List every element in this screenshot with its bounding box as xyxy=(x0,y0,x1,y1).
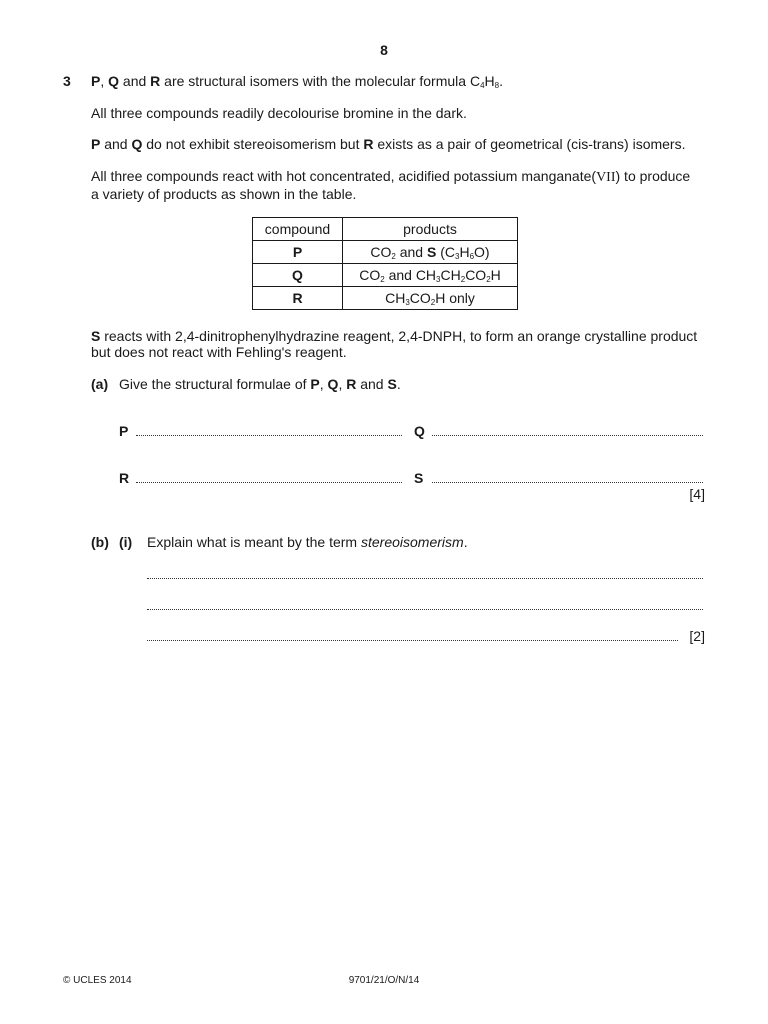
answer-line-b1[interactable] xyxy=(147,578,703,579)
table-row xyxy=(253,287,518,310)
question-number: 3 xyxy=(63,73,71,89)
products-table xyxy=(252,217,518,310)
table-header-row xyxy=(253,218,518,241)
header-products: products xyxy=(343,218,518,241)
compound-cell: R xyxy=(253,287,343,310)
answer-line-b3[interactable] xyxy=(147,640,678,641)
decolourise-statement: All three compounds readily decolourise bromine in the dark. xyxy=(91,105,467,121)
header-compound: compound xyxy=(253,218,343,241)
answer-line-r[interactable] xyxy=(136,482,402,483)
products-cell: $CO_2$ and S $(C_3H_6O)$ xyxy=(343,241,518,264)
part-b-sub-label: (i) xyxy=(119,534,133,550)
table-row xyxy=(253,264,518,287)
manganate-statement: All three compounds react with hot concentrated, acidified potassium manganate(VII) to produce a variety of products as shown in the table. xyxy=(91,168,691,202)
answer-line-b2[interactable] xyxy=(147,609,703,610)
answer-line-s[interactable] xyxy=(432,482,703,483)
part-a-marks: [4] xyxy=(689,486,705,502)
s-reaction-statement: S reacts with 2,4-dinitrophenylhydrazine reagent, 2,4-DNPH, to form an orange crystalline product but does not react with Fehling's reagent. xyxy=(91,328,698,360)
part-b-label: (b) xyxy=(91,534,109,550)
question-intro: P, Q and R are structural isomers with the molecular formula $C_4H_8$. xyxy=(91,73,503,90)
answer-label-p: P xyxy=(119,423,129,439)
part-b-marks: [2] xyxy=(689,628,705,644)
compound-cell: P xyxy=(253,241,343,264)
answer-label-r: R xyxy=(119,470,130,486)
part-a-label: (a) xyxy=(91,376,109,392)
part-b-question: Explain what is meant by the term stereoisomerism. xyxy=(147,534,468,550)
answer-label-q: Q xyxy=(414,423,425,439)
stereoisomerism-statement: P and Q do not exhibit stereoisomerism but R exists as a pair of geometrical (cis-trans) isomers. xyxy=(91,136,686,152)
table-row xyxy=(253,241,518,264)
compound-cell: Q xyxy=(253,264,343,287)
footer-copyright: © UCLES 2014 xyxy=(63,975,132,986)
products-cell: $CO_2$ and $CH_3CH_2CO_2H$ xyxy=(343,264,518,287)
answer-line-p[interactable] xyxy=(136,435,402,436)
answer-line-q[interactable] xyxy=(432,435,703,436)
answer-label-s: S xyxy=(414,470,424,486)
footer-paper-code: 9701/21/O/N/14 xyxy=(348,975,420,986)
page-number: 8 xyxy=(380,42,388,58)
part-a-question: Give the structural formulae of P, Q, R and S. xyxy=(119,376,401,392)
products-cell: $CH_3CO_2H$ only xyxy=(343,287,518,310)
